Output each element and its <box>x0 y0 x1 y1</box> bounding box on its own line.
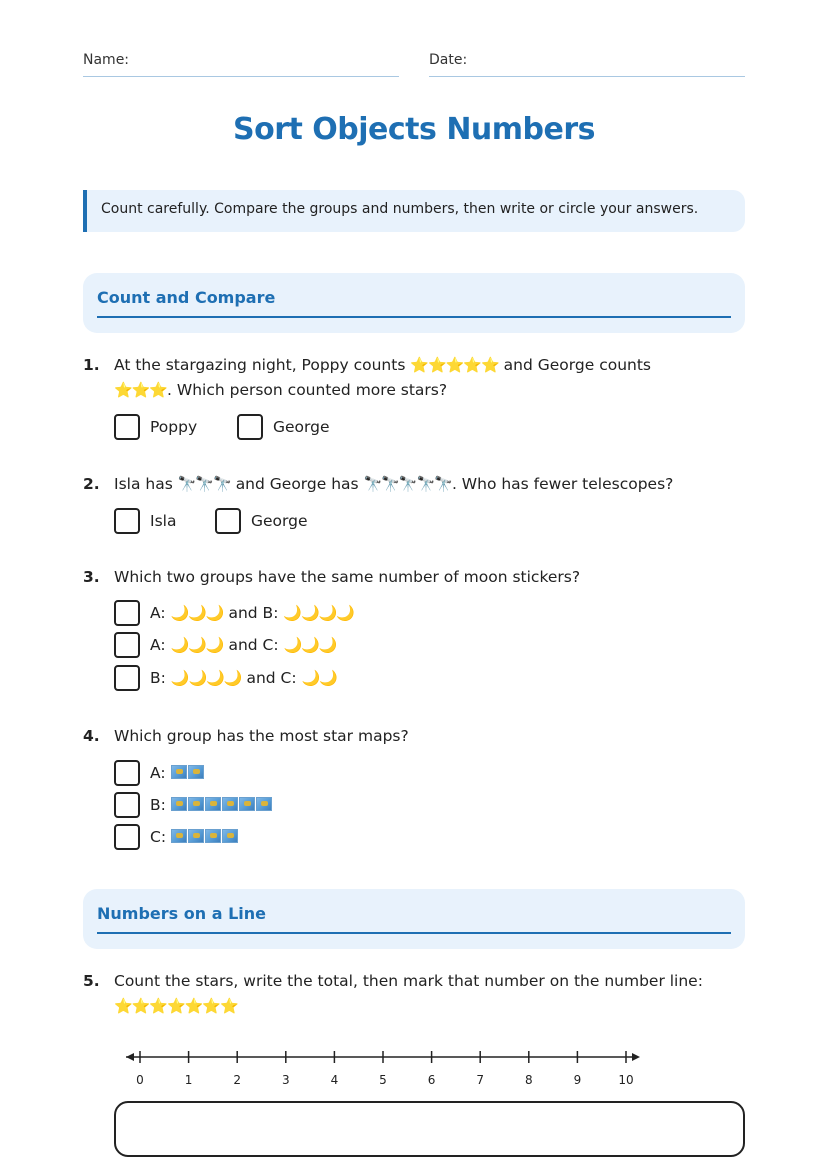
question-4 <box>83 724 745 749</box>
moon-icon-group: 🌙🌙 <box>301 669 337 687</box>
moon-icon-group: 🌙🌙🌙🌙 <box>170 669 242 687</box>
star-map-icon <box>222 797 238 811</box>
star-map-icon <box>239 797 255 811</box>
q3-text: Which two groups have the same number of moon stickers? <box>114 568 581 586</box>
star-map-icon <box>171 797 187 811</box>
question-1 <box>83 353 745 403</box>
telescope-icon-group: 🔭🔭🔭🔭🔭 <box>363 475 452 493</box>
checkbox[interactable] <box>114 824 140 850</box>
section-rule <box>97 932 731 934</box>
option-label: George <box>251 512 308 530</box>
star-map-icon <box>188 765 204 779</box>
star-icon-group: ⭐⭐⭐⭐⭐ <box>410 356 499 374</box>
group-label: A: <box>150 764 166 782</box>
q1-text-part2: and George counts <box>503 356 651 374</box>
question-number: 2. <box>83 475 100 493</box>
star-map-icon-group <box>171 828 239 846</box>
group-label: B: <box>150 796 166 814</box>
number-line-label: 9 <box>573 1073 582 1087</box>
group-label: and C: <box>246 669 297 687</box>
option-label: Isla <box>150 512 177 530</box>
date-label: Date: <box>429 52 468 68</box>
number-line-label: 6 <box>427 1073 436 1087</box>
option-label <box>150 792 273 818</box>
question-5 <box>83 969 745 1019</box>
question-number: 4. <box>83 727 100 745</box>
answer-box[interactable] <box>114 1101 745 1157</box>
number-line-label: 2 <box>233 1073 242 1087</box>
option-label <box>150 600 354 626</box>
page-title: Sort Objects Numbers <box>232 112 596 147</box>
checkbox[interactable] <box>114 600 140 626</box>
question-number: 1. <box>83 356 100 374</box>
section-title: Numbers on a Line <box>97 904 266 923</box>
group-label: and B: <box>228 604 279 622</box>
section-header-count-compare <box>83 273 745 333</box>
q2-text-part1: Isla has <box>114 475 173 493</box>
star-map-icon <box>205 797 221 811</box>
group-label: and C: <box>228 636 279 654</box>
section-rule <box>97 316 731 318</box>
number-line-label: 7 <box>476 1073 485 1087</box>
star-map-icon <box>205 829 221 843</box>
star-icon-group: ⭐⭐⭐⭐⭐⭐⭐ <box>114 997 238 1015</box>
number-line[interactable] <box>120 1044 650 1094</box>
star-map-icon-group <box>171 796 273 814</box>
number-line-label: 1 <box>184 1073 193 1087</box>
option-label: Poppy <box>150 418 198 436</box>
star-icon-group: ⭐⭐⭐ <box>114 381 168 399</box>
number-line-label: 0 <box>136 1073 144 1087</box>
moon-icon-group: 🌙🌙🌙 <box>170 604 224 622</box>
q1-text-part3: . Which person counted more stars? <box>167 381 448 399</box>
option-label: George <box>273 418 330 436</box>
group-label: A: <box>150 604 166 622</box>
arrow-left-icon <box>126 1053 134 1061</box>
instructions-box <box>83 190 745 232</box>
option-label <box>150 665 337 691</box>
number-line-label: 10 <box>618 1073 634 1087</box>
group-label: A: <box>150 636 166 654</box>
q1-text-part1: At the stargazing night, Poppy counts <box>114 356 406 374</box>
section-header-number-line <box>83 889 745 949</box>
name-label: Name: <box>83 52 130 68</box>
star-map-icon <box>188 797 204 811</box>
group-label: B: <box>150 669 166 687</box>
instructions-text: Count carefully. Compare the groups and numbers, then write or circle your answers. <box>101 201 699 217</box>
star-map-icon <box>171 765 187 779</box>
checkbox[interactable] <box>114 414 140 440</box>
checkbox[interactable] <box>215 508 241 534</box>
question-3 <box>83 565 745 590</box>
number-line-label: 5 <box>379 1073 387 1087</box>
moon-icon-group: 🌙🌙🌙🌙 <box>283 604 355 622</box>
telescope-icon-group: 🔭🔭🔭 <box>177 475 231 493</box>
date-field[interactable] <box>429 52 745 77</box>
star-map-icon <box>256 797 272 811</box>
star-map-icon <box>188 829 204 843</box>
option-label <box>150 760 205 786</box>
question-number: 3. <box>83 568 100 586</box>
checkbox[interactable] <box>114 508 140 534</box>
checkbox[interactable] <box>237 414 263 440</box>
group-label: C: <box>150 828 167 846</box>
checkbox[interactable] <box>114 760 140 786</box>
question-number: 5. <box>83 972 100 990</box>
star-map-icon <box>171 829 187 843</box>
star-map-icon-group <box>171 764 205 782</box>
header-fields <box>83 52 745 78</box>
option-label <box>150 824 239 850</box>
moon-icon-group: 🌙🌙🌙 <box>170 636 224 654</box>
number-line-label: 8 <box>524 1073 533 1087</box>
q4-text: Which group has the most star maps? <box>114 727 409 745</box>
option-label <box>150 632 337 658</box>
checkbox[interactable] <box>114 632 140 658</box>
checkbox[interactable] <box>114 792 140 818</box>
q2-text-part2: and George has <box>235 475 359 493</box>
name-field[interactable] <box>83 52 399 77</box>
q5-text: Count the stars, write the total, then mark that number on the number line: <box>114 972 703 990</box>
number-line-label: 4 <box>330 1073 339 1087</box>
question-2 <box>83 472 745 497</box>
moon-icon-group: 🌙🌙🌙 <box>283 636 337 654</box>
arrow-right-icon <box>632 1053 640 1061</box>
checkbox[interactable] <box>114 665 140 691</box>
number-line-label: 3 <box>281 1073 290 1087</box>
section-title: Count and Compare <box>97 288 276 307</box>
star-map-icon <box>222 829 238 843</box>
q2-text-part3: . Who has fewer telescopes? <box>451 475 674 493</box>
